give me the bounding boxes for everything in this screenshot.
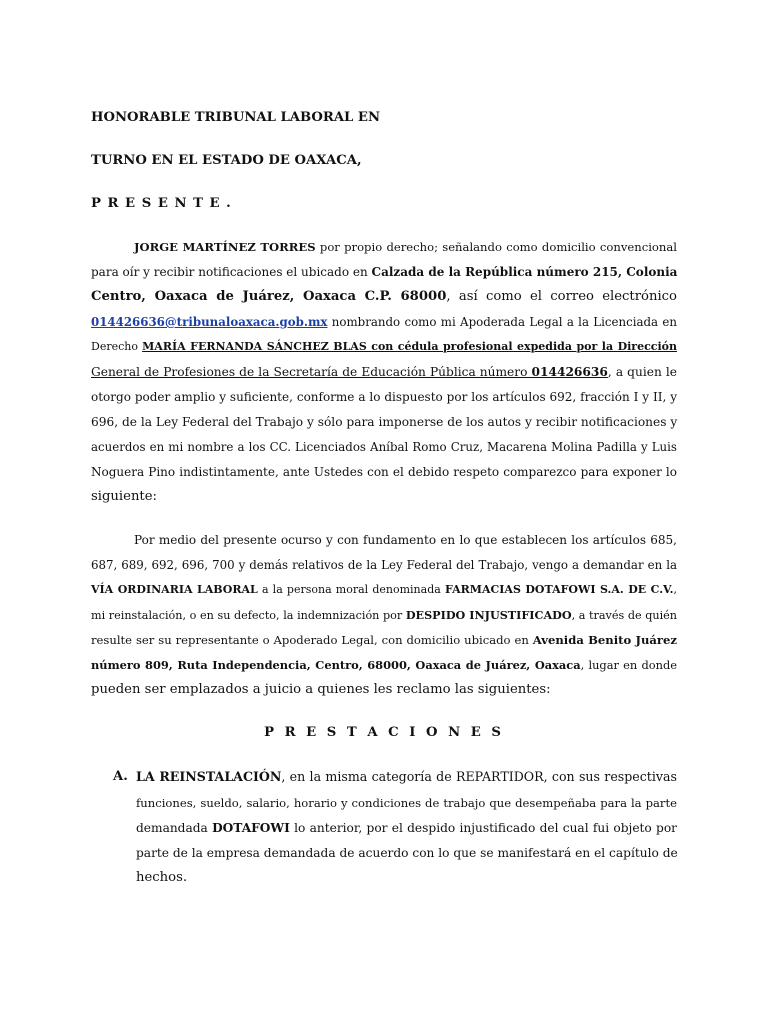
p1-line-6: General de Profesiones de la Secretaría de Educación Pública número 014426636, a quien le bbox=[91, 365, 677, 379]
item-a-line-3: demandada DOTAFOWI lo anterior, por el despido injustificado del cual fui objeto por bbox=[136, 821, 677, 835]
addressee-line-1: HONORABLE TRIBUNAL LABORAL EN bbox=[91, 110, 381, 125]
item-a-line-2: funciones, sueldo, salario, horario y condiciones de trabajo que desempeñaba para la parte bbox=[136, 796, 677, 810]
p2-line-1: Por medio del presente ocurso y con fundamento en lo que establecen los artículos 685, bbox=[134, 533, 677, 547]
p1-line-4: 014426636@tribunaloaxaca.gob.mx nombrando como mi Apoderada Legal a la Licenciada en bbox=[91, 315, 677, 329]
email-link[interactable]: 014426636@tribunaloaxaca.gob.mx bbox=[91, 315, 328, 329]
presente-line: P R E S E N T E . bbox=[91, 196, 232, 211]
item-a-line-1: LA REINSTALACIÓN, en la misma categoría de REPARTIDOR, con sus respectivas bbox=[136, 769, 677, 784]
p1-line-10: Noguera Pino indistintamente, ante Ustedes con el debido respeto comparezco para exponer lo bbox=[91, 465, 677, 479]
item-a-line-4: parte de la empresa demandada de acuerdo con lo que se manifestará en el capítulo de bbox=[136, 846, 678, 860]
p1-line-1: JORGE MARTÍNEZ TORRES por propio derecho; señalando como domicilio convencional bbox=[134, 240, 677, 254]
p2-line-7: pueden ser emplazados a juicio a quienes les reclamo las siguientes: bbox=[91, 682, 551, 697]
p1-line-5: Derecho MARÍA FERNANDA SÁNCHEZ BLAS con cédula profesional expedida por la Dirección bbox=[91, 340, 677, 353]
p1-line-8: 696, de la Ley Federal del Trabajo y sólo para imponerse de los autos y recibir notificaciones y bbox=[91, 415, 678, 429]
item-a-line-5: hechos. bbox=[136, 870, 188, 885]
p2-line-5: resulte ser su representante o Apoderado Legal, con domicilio ubicado en Avenida Benito Juárez bbox=[91, 633, 677, 647]
p1-line-9: acuerdos en mi nombre a los CC. Licenciados Aníbal Romo Cruz, Macarena Molina Padilla y Luis bbox=[91, 440, 677, 454]
p2-line-6: número 809, Ruta Independencia, Centro, 68000, Oaxaca de Juárez, Oaxaca, lugar en donde bbox=[91, 658, 677, 672]
p1-line-3: Centro, Oaxaca de Juárez, Oaxaca C.P. 68000, así como el correo electrónico bbox=[91, 289, 677, 304]
section-title: P R E S T A C I O N E S bbox=[264, 725, 504, 740]
p2-line-4: mi reinstalación, o en su defecto, la indemnización por DESPIDO INJUSTIFICADO, a través de quién bbox=[91, 608, 678, 622]
p1-line-7: otorgo poder amplio y suficiente, conforme a lo dispuesto por los artículos 692, fracción I y II, y bbox=[91, 390, 677, 404]
addressee-line-2: TURNO EN EL ESTADO DE OAXACA, bbox=[91, 153, 362, 168]
p1-line-2: para oír y recibir notificaciones el ubicado en Calzada de la República número 215, Colonia bbox=[91, 265, 678, 279]
p1-line-11: siguiente: bbox=[91, 489, 157, 504]
p2-line-3: VÍA ORDINARIA LABORAL a la persona moral denominada FARMACIAS DOTAFOWI S.A. DE C.V., bbox=[91, 583, 677, 596]
list-marker-a: A. bbox=[113, 769, 128, 784]
p2-line-2: 687, 689, 692, 696, 700 y demás relativos de la Ley Federal del Trabajo, vengo a demandar en la bbox=[91, 558, 677, 572]
